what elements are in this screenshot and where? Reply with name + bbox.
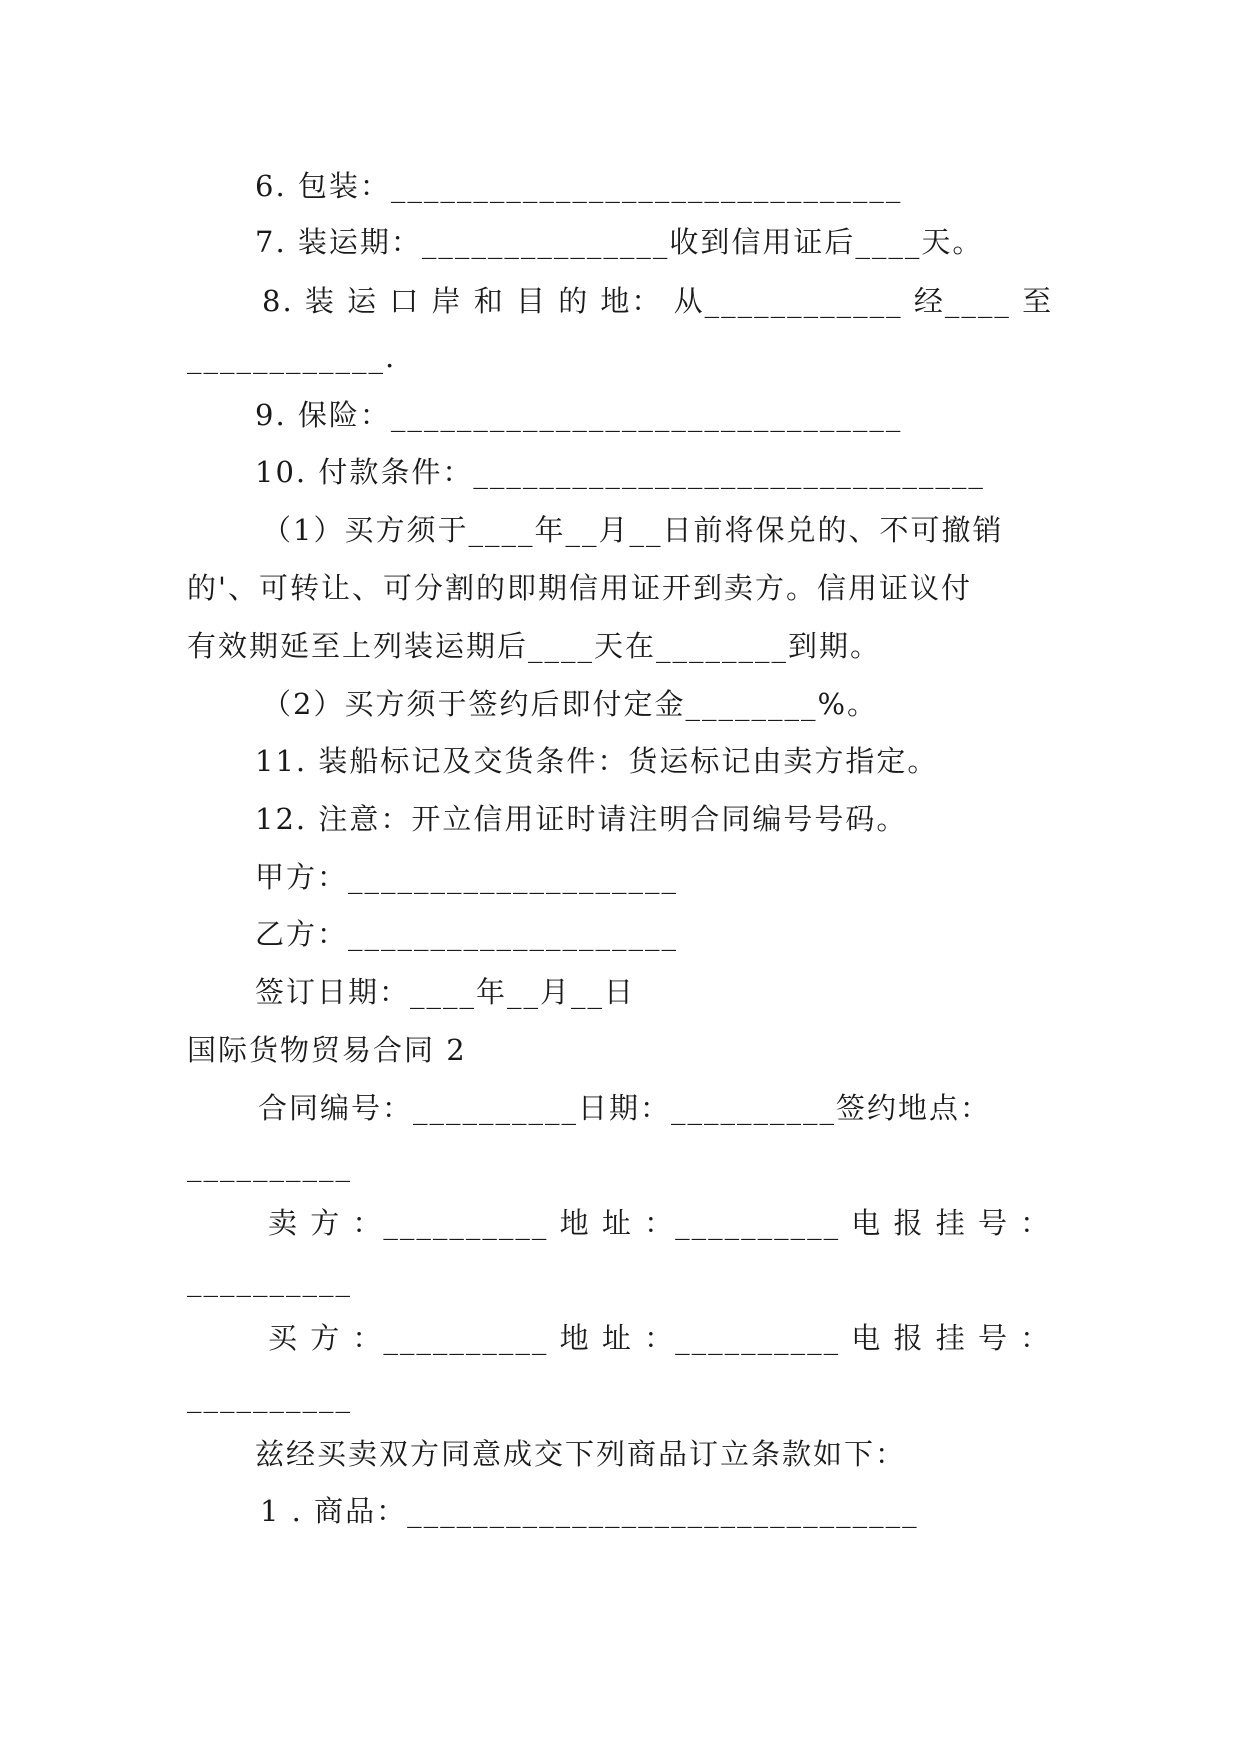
- seller-line: 卖 方 ：__________ 地 址 ：__________ 电 报 挂 号 ：: [268, 1206, 1052, 1240]
- contract-number-line: 合同编号：__________日期：__________签约地点：: [258, 1091, 992, 1125]
- seller-cable-blank: __________: [187, 1263, 352, 1297]
- clause-12-note: 12. 注意：开立信用证时请注明合同编号号码。: [255, 802, 908, 836]
- clause-7-shipment: 7. 装运期：_______________收到信用证后____天。: [255, 225, 984, 259]
- clause-6-packing: 6. 包装：_______________________________: [255, 169, 903, 203]
- clause-10-1-cont-a: 的'、可转让、可分割的即期信用证开到卖方。信用证议付: [187, 571, 972, 605]
- clause-8-ports: 8. 装 运 口 岸 和 目 的 地： 从____________ 经____ 至: [262, 284, 1054, 318]
- buyer-cable-blank: __________: [187, 1379, 352, 1413]
- buyer-line: 买 方 ：__________ 地 址 ：__________ 电 报 挂 号 ：: [268, 1321, 1052, 1355]
- clause-10-payment: 10. 付款条件：_______________________________: [255, 455, 985, 489]
- clause-8-ports-cont: ____________.: [187, 340, 397, 374]
- section-title: 国际货物贸易合同 2: [187, 1033, 467, 1067]
- clause-9-insurance: 9. 保险：_______________________________: [255, 398, 903, 432]
- signing-place-blank: __________: [187, 1148, 352, 1182]
- clause-10-1: （1）买方须于____年__月__日前将保兑的、不可撤销: [262, 513, 1004, 547]
- party-b-line: 乙方：____________________: [255, 917, 679, 951]
- party-a-line: 甲方：____________________: [255, 860, 679, 894]
- clause-1-commodity: 1 . 商品：_______________________________: [260, 1494, 919, 1528]
- agreement-intro: 兹经买卖双方同意成交下列商品订立条款如下：: [255, 1437, 907, 1471]
- clause-10-2: （2）买方须于签约后即付定金________%。: [262, 687, 879, 721]
- signing-date-line: 签订日期：____年__月__日: [255, 975, 636, 1009]
- clause-11-marks: 11. 装船标记及交货条件：货运标记由卖方指定。: [255, 744, 939, 778]
- clause-10-1-cont-b: 有效期延至上列装运期后____天在________到期。: [187, 629, 882, 663]
